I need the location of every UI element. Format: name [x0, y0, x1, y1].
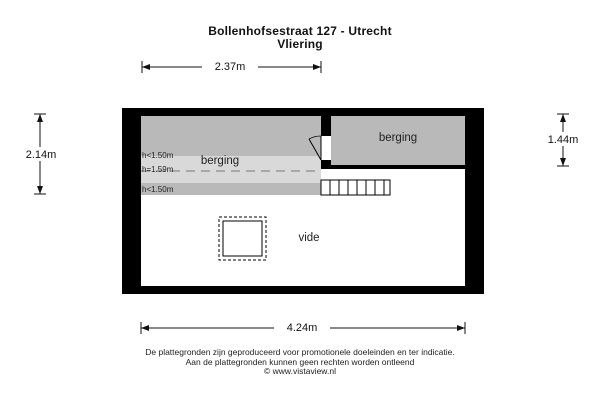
dimension-bottom	[141, 320, 465, 334]
disclaimer-line-1: De plattegronden zijn geproduceerd voor promotionele doeleinden en ter indicatie.	[145, 347, 455, 357]
height-mark-lower: h<1.50m	[142, 185, 174, 194]
staircase	[321, 180, 390, 195]
partition-wall-lower	[321, 160, 331, 169]
room-label-berging-left: berging	[200, 155, 240, 167]
room-label-vide: vide	[298, 232, 320, 244]
dimension-top-label: 2.37m	[214, 61, 246, 73]
dimension-left-label: 2.14m	[25, 149, 57, 161]
skylight	[219, 217, 266, 260]
dimension-left	[14, 114, 68, 194]
storage-right-bottom-wall	[331, 165, 465, 169]
dimension-top	[142, 59, 321, 73]
disclaimer-line-2: Aan de plattegronden kunnen geen rechten worden ontleend	[185, 357, 415, 367]
dimension-right	[536, 114, 590, 166]
room-label-berging-right: berging	[378, 132, 418, 144]
building	[122, 108, 484, 294]
height-mark-middle: h=1.59m	[142, 165, 174, 174]
dimension-bottom-label: 4.24m	[286, 322, 318, 334]
dimension-right-label: 1.44m	[547, 134, 579, 146]
height-mark-upper: h<1.50m	[142, 151, 174, 160]
copyright-line: © www.vistaview.nl	[264, 366, 336, 376]
plan-title: Bollenhofsestraat 127 - Utrecht	[208, 24, 392, 38]
door-opening	[321, 136, 331, 160]
partition-wall	[321, 116, 331, 136]
plan-floor-name: Vliering	[277, 37, 323, 51]
